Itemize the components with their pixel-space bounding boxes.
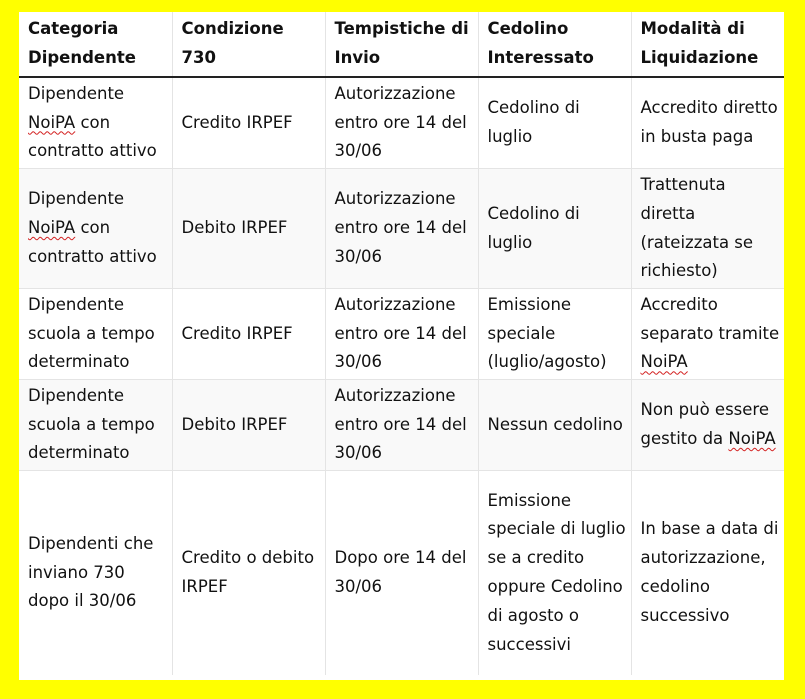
- cell-condizione: Credito o debito IRPEF: [172, 471, 325, 676]
- spellcheck-word: NoiPA: [28, 218, 76, 238]
- cell-text: Dipendente scuola a tempo determinato: [28, 294, 155, 372]
- cell-text: Accredito separato tramite: [640, 294, 780, 343]
- cell-text: Trattenuta diretta (rateizzata se richiesto): [640, 174, 754, 281]
- table-row: [19, 289, 784, 380]
- cell-text: con contratto attivo: [28, 218, 157, 266]
- cell-condizione: Credito IRPEF: [172, 77, 325, 169]
- table-row: [19, 380, 784, 471]
- cell-tempistiche: Dopo ore 14 del 30/06: [325, 471, 478, 676]
- cell-liquidazione: [631, 289, 784, 380]
- cell-cedolino: Nessun cedolino: [478, 380, 631, 471]
- cell-tempistiche: Autorizzazione entro ore 14 del 30/06: [325, 380, 478, 471]
- table-row: [19, 471, 784, 676]
- table-row: [19, 169, 784, 289]
- cell-text: Dipendenti che inviano 730 dopo il 30/06: [28, 533, 154, 611]
- cell-categoria: [19, 289, 172, 380]
- cell-text: Dipendente scuola a tempo determinato: [28, 385, 155, 463]
- header-condizione: Condizione 730: [172, 12, 325, 77]
- cell-categoria: [19, 77, 172, 169]
- header-categoria: Categoria Dipendente: [19, 12, 172, 77]
- cell-cedolino: Cedolino di luglio: [478, 169, 631, 289]
- cell-condizione: Debito IRPEF: [172, 169, 325, 289]
- cell-text: Dipendente: [28, 83, 125, 103]
- cell-tempistiche: Autorizzazione entro ore 14 del 30/06: [325, 289, 478, 380]
- spellcheck-word: NoiPA: [28, 112, 76, 132]
- cell-condizione: Debito IRPEF: [172, 380, 325, 471]
- cell-categoria: [19, 169, 172, 289]
- cell-tempistiche: Autorizzazione entro ore 14 del 30/06: [325, 169, 478, 289]
- cell-text: In base a data di autorizzazione, cedolino successivo: [640, 519, 779, 625]
- cell-categoria: [19, 471, 172, 676]
- cell-cedolino: Emissione speciale (luglio/agosto): [478, 289, 631, 380]
- cell-text: Accredito diretto in busta paga: [640, 98, 778, 146]
- cell-cedolino: Emissione speciale di luglio se a credito oppure Cedolino di agosto o successivi: [478, 471, 631, 676]
- header-liquidazione: Modalità di Liquidazione: [631, 12, 784, 77]
- irpef-730-table: [19, 12, 784, 675]
- cell-liquidazione: [631, 169, 784, 289]
- table-row: [19, 77, 784, 169]
- table-container: [19, 12, 784, 680]
- cell-condizione: Credito IRPEF: [172, 289, 325, 380]
- cell-text: con contratto attivo: [28, 112, 157, 161]
- cell-cedolino: Cedolino di luglio: [478, 77, 631, 169]
- cell-text: Non può essere gestito da: [640, 400, 769, 448]
- cell-liquidazione: [631, 77, 784, 169]
- header-tempistiche: Tempistiche di Invio: [325, 12, 478, 77]
- cell-liquidazione: [631, 471, 784, 676]
- header-cedolino: Cedolino Interessato: [478, 12, 631, 77]
- cell-tempistiche: Autorizzazione entro ore 14 del 30/06: [325, 77, 478, 169]
- cell-categoria: [19, 380, 172, 471]
- cell-text: Dipendente: [28, 189, 125, 209]
- spellcheck-word: NoiPA: [728, 429, 776, 448]
- spellcheck-word: NoiPA: [640, 352, 688, 372]
- cell-liquidazione: [631, 380, 784, 471]
- table-header-row: [19, 12, 784, 77]
